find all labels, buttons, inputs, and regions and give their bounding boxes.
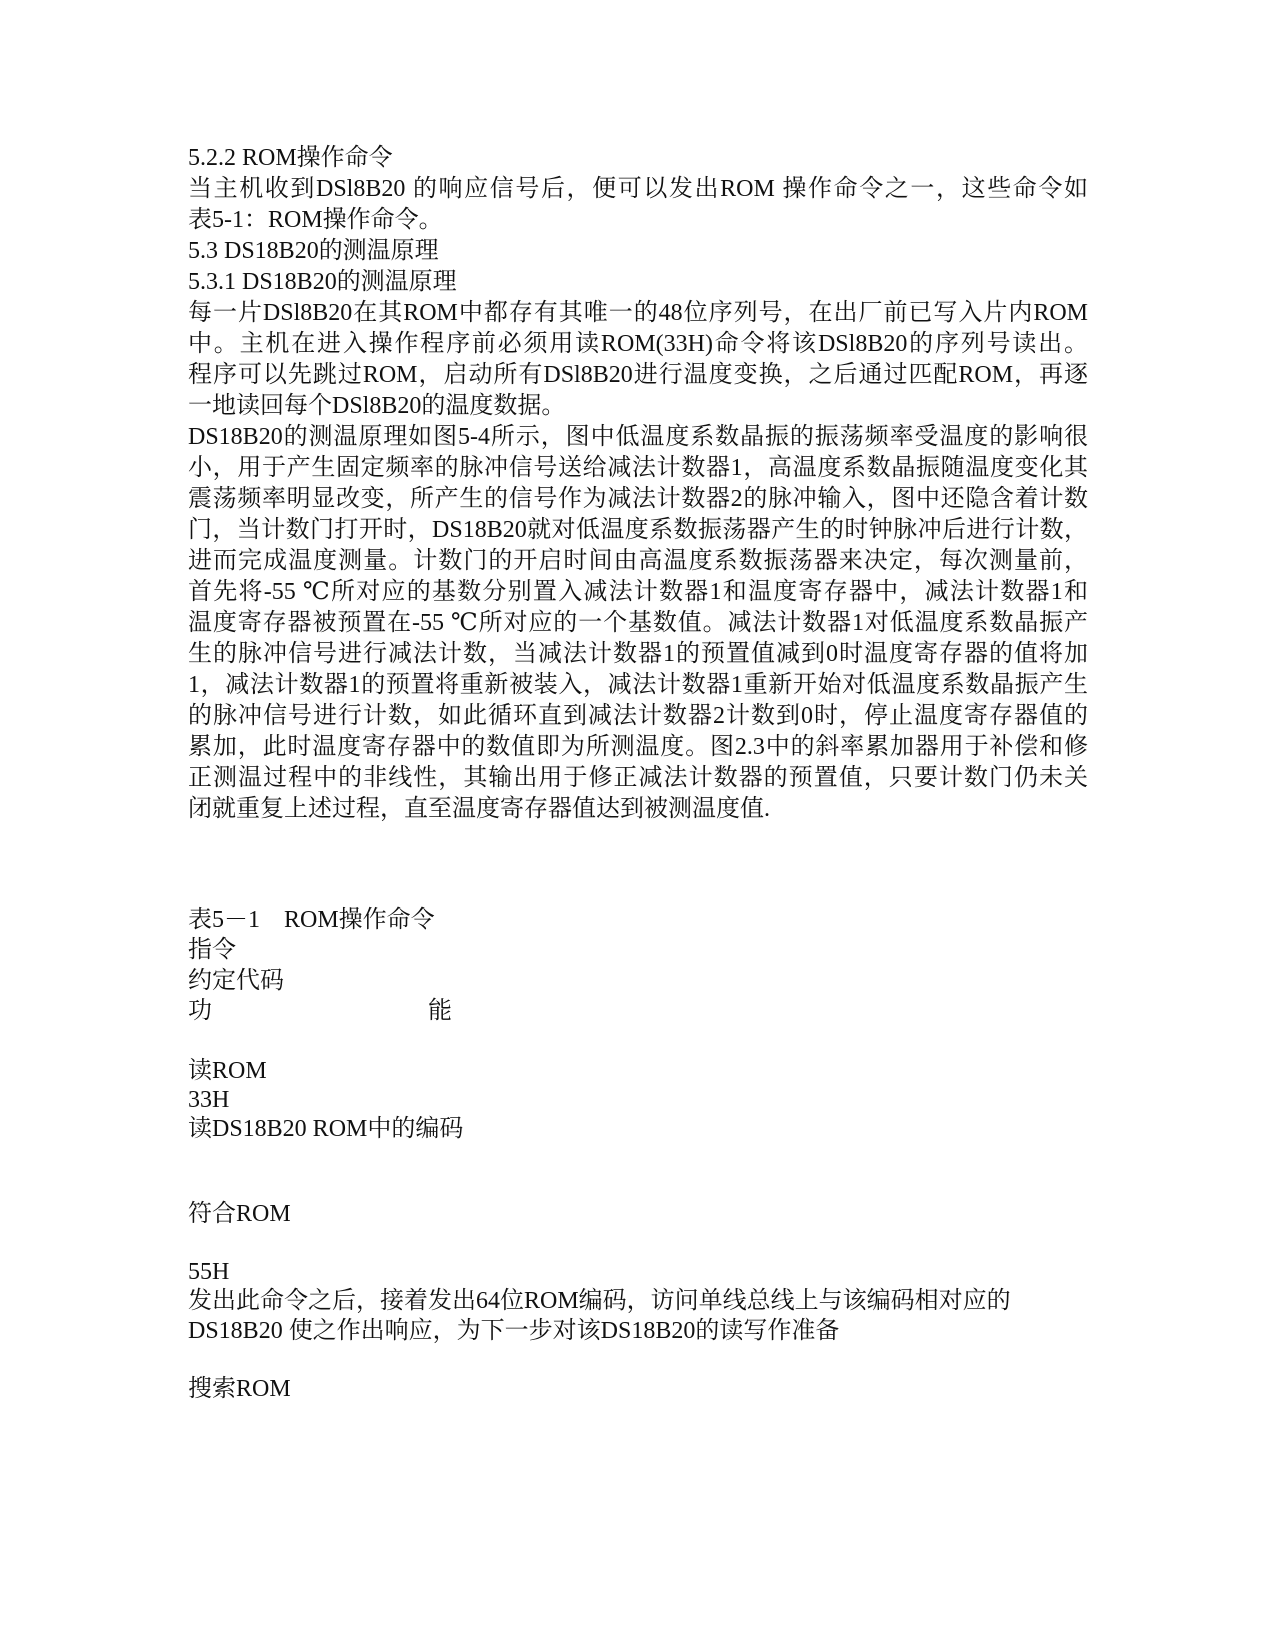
paragraph-line: 1，减法计数器1的预置将重新被装入，减法计数器1重新开始对低温度系数晶振产生: [188, 672, 1088, 698]
section-heading-5-2-2: 5.2.2 ROM操作命令: [188, 145, 393, 171]
table-header-function-part-2: 能: [428, 998, 452, 1024]
paragraph-line: 每一片DSl8B20在其ROM中都存有其唯一的48位序列号，在出厂前已写入片内ROM: [188, 300, 1088, 326]
table-cell-function: DS18B20 使之作出响应，为下一步对该DS18B20的读写作准备: [188, 1318, 840, 1344]
table-cell-instruction: 符合ROM: [188, 1201, 291, 1227]
paragraph-line: 表5-1：ROM操作命令。: [188, 207, 443, 233]
table-cell-code: 55H: [188, 1259, 230, 1285]
table-caption: 表5－1 ROM操作命令: [188, 907, 435, 933]
paragraph-line: 震荡频率明显改变，所产生的信号作为减法计数器2的脉冲输入，图中还隐含着计数: [188, 486, 1088, 512]
paragraph-line: 首先将-55 ℃所对应的基数分别置入减法计数器1和温度寄存器中，减法计数器1和: [188, 579, 1088, 605]
paragraph-line: 累加，此时温度寄存器中的数值即为所测温度。图2.3中的斜率累加器用于补偿和修: [188, 734, 1088, 760]
paragraph-line: 当主机收到DSl8B20 的响应信号后，便可以发出ROM 操作命令之一，这些命令如: [188, 176, 1088, 202]
paragraph-line: DS18B20的测温原理如图5-4所示，图中低温度系数晶振的振荡频率受温度的影响很: [188, 424, 1088, 450]
paragraph-line: 生的脉冲信号进行减法计数，当减法计数器1的预置值减到0时温度寄存器的值将加: [188, 641, 1088, 667]
paragraph-line: 正测温过程中的非线性，其输出用于修正减法计数器的预置值，只要计数门仍未关: [188, 765, 1088, 791]
paragraph-line: 小，用于产生固定频率的脉冲信号送给减法计数器1，高温度系数晶振随温度变化其: [188, 455, 1088, 481]
paragraph-line: 的脉冲信号进行计数，如此循环直到减法计数器2计数到0时，停止温度寄存器值的: [188, 703, 1088, 729]
table-cell-function: 读DS18B20 ROM中的编码: [188, 1116, 464, 1142]
paragraph-line: 程序可以先跳过ROM，启动所有DSl8B20进行温度变换，之后通过匹配ROM，再逐: [188, 362, 1088, 388]
table-cell-instruction: 读ROM: [188, 1058, 267, 1084]
table-header-code: 约定代码: [188, 968, 284, 994]
paragraph-line: 门，当计数门打开时，DS18B20就对低温度系数振荡器产生的时钟脉冲后进行计数，: [188, 517, 1088, 543]
section-heading-5-3: 5.3 DS18B20的测温原理: [188, 238, 439, 264]
table-cell-instruction: 搜索ROM: [188, 1376, 291, 1402]
table-cell-function: 发出此命令之后，接着发出64位ROM编码，访问单线总线上与该编码相对应的: [188, 1288, 1011, 1314]
table-cell-code: 33H: [188, 1087, 230, 1113]
table-header-function-part-1: 功: [188, 998, 212, 1024]
paragraph-line: 一地读回每个DSl8B20的温度数据。: [188, 393, 566, 419]
table-header-instruction: 指令: [188, 937, 236, 963]
paragraph-line: 进而完成温度测量。计数门的开启时间由高温度系数振荡器来决定，每次测量前，: [188, 548, 1088, 574]
paragraph-line: 温度寄存器被预置在-55 ℃所对应的一个基数值。减法计数器1对低温度系数晶振产: [188, 610, 1088, 636]
paragraph-line: 中。主机在进入操作程序前必须用读ROM(33H)命令将该DSl8B20的序列号读出。: [188, 331, 1088, 357]
paragraph-line: 闭就重复上述过程，直至温度寄存器值达到被测温度值.: [188, 796, 770, 822]
table-header-function: [188, 996, 452, 1026]
section-heading-5-3-1: 5.3.1 DS18B20的测温原理: [188, 269, 457, 295]
